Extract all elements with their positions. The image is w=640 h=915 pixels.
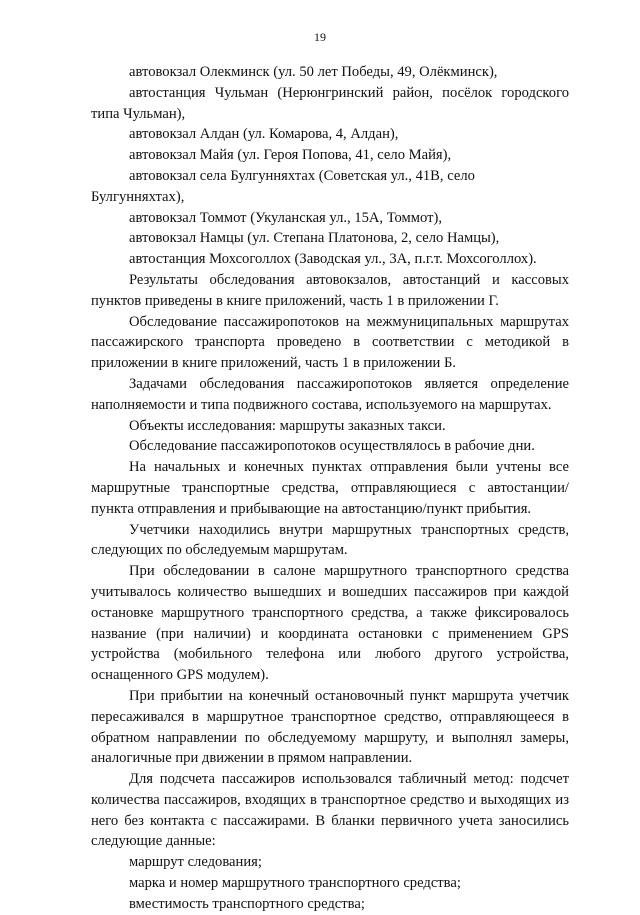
paragraph: При прибытии на конечный остановочный пункт маршрута учетчик пересаживался в маршрутное транспортное средство, отправляющееся в обратном направлении по обследуемому маршруту, и выполнял замеры, аналогичные при движении в прямом направлении. xyxy=(91,687,569,767)
paragraph: При обследовании в салоне маршрутного транспортного средства учитывалось количество вышедших и вошедших пассажиров при каждой остановке маршрутного транспортного средства, а также фиксировалось название (при наличии) и координата остановки с применением GPS устройства (мобильного телефона или любого другого устройства, оснащенного GPS модулем). xyxy=(91,563,569,684)
paragraph: Для подсчета пассажиров использовался табличный метод: подсчет количества пассажиров, входящих в транспортное средство и выходящих из него без контакта с пассажирами. В бланки первичного учета заносились следующие данные: xyxy=(91,771,569,850)
list-item: автовокзал Майя (ул. Героя Попова, 41, село Майя), xyxy=(129,147,452,164)
paragraph: Задачами обследования пассажиропотоков является определение наполняемости и типа подвижного состава, используемого на маршрутах. xyxy=(91,375,569,413)
list-item: маршрут следования; xyxy=(129,854,262,871)
document-body xyxy=(91,62,569,915)
paragraph: Результаты обследования автовокзалов, автостанций и кассовых пунктов приведены в книге приложений, часть 1 в приложении Г. xyxy=(91,271,569,309)
list-item: автостанция Мохсоголлох (Заводская ул., 3А, п.г.т. Мохсоголлох). xyxy=(129,251,537,268)
list-item: автовокзал Томмот (Укуланская ул., 15А, Томмот), xyxy=(129,209,443,226)
list-item: вместимость транспортного средства; xyxy=(129,895,365,912)
list-item: Обследование пассажиропотоков осуществлялось в рабочие дни. xyxy=(129,438,535,455)
list-item: марка и номер маршрутного транспортного средства; xyxy=(129,875,461,892)
paragraph: На начальных и конечных пунктах отправления были учтены все маршрутные транспортные средства, отправляющиеся с автостанции/пункта отправления и прибывающие на автостанцию/пункт прибытия. xyxy=(91,459,569,517)
page-number: 19 xyxy=(314,30,326,44)
list-item: автовокзал Олекминск (ул. 50 лет Победы, 49, Олёкминск), xyxy=(129,64,498,80)
list-item: автовокзал Намцы (ул. Степана Платонова, 2, село Намцы), xyxy=(129,230,500,247)
paragraph: Обследование пассажиропотоков на межмуниципальных маршрутах пассажирского транспорта проведено в соответствии с методикой в приложении в книге приложений, часть 1 в приложении Б. xyxy=(91,313,569,372)
list-item: Объекты исследования: маршруты заказных такси. xyxy=(129,417,446,434)
list-item: автовокзал Алдан (ул. Комарова, 4, Алдан), xyxy=(129,126,399,143)
paragraph: Учетчики находились внутри маршрутных транспортных средств, следующих по обследуемым маршрутам. xyxy=(91,521,569,559)
paragraph: автостанция Чульман (Нерюнгринский район, посёлок городского типа Чульман), xyxy=(91,84,569,122)
list-item: автовокзал села Булгунняхтах (Советская ул., 41В, село Булгунняхтах), xyxy=(91,167,475,205)
